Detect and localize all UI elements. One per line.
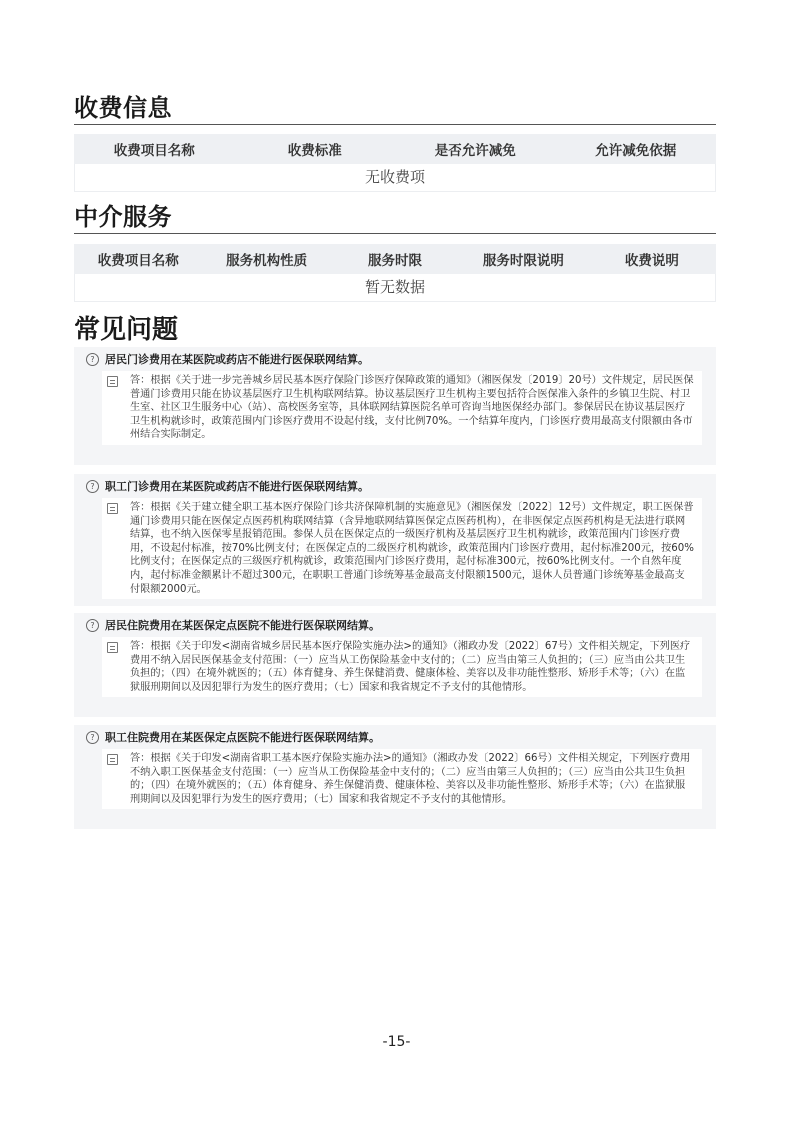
column-header: 收费项目名称 — [113, 143, 195, 159]
answer-icon — [107, 642, 118, 653]
question-icon: ? — [86, 480, 99, 493]
faq-item — [74, 725, 716, 829]
page-number: -15- — [382, 1034, 411, 1050]
faq-item — [74, 347, 716, 465]
faq-answer-text: 答：根据《关于印发<湖南省城乡居民基本医疗保险实施办法>的通知》（湘政办发〔2022〕67号）文件相关规定，下列医疗费用不纳入居民医保基金支付范围：（一）应当从工伤保险基金中支付的；（二）应当由第三人负担的；（三）应当由公共卫生负担的；（四）在境外就医的；（五）体育健身、养生保健消费、健康体检、美容以及非功能性整形、矫形手术等；（六）在监狱服刑期间以及因犯罪行为发生的医疗费用；（七）国家和我省规定不予支付的其他情形。 — [130, 641, 691, 693]
faq-answer — [102, 498, 702, 599]
answer-icon — [107, 503, 118, 514]
question-icon: ? — [86, 353, 99, 366]
faq-question-text: 居民门诊费用在某医院或药店不能进行医保联网结算。 — [105, 353, 369, 366]
agency-table — [74, 244, 716, 302]
faq-item — [74, 613, 716, 717]
column-header: 允许减免依据 — [595, 143, 677, 159]
faq-answer-text: 答：根据《关于进一步完善城乡居民基本医疗保险门诊医疗保障政策的通知》（湘医保发〔2019〕20号）文件规定，居民医保普通门诊费用只能在协议基层医疗卫生机构联网结算。协议基层医疗卫生机构主要包括符合医保准入条件的乡镇卫生院、村卫生室、社区卫生服务中心（站）、高校医务室等，具体联网结算医院名单可咨询当地医保经办部门。参保居民在协议基层医疗卫生机构就诊时，政策范围内门诊医疗费用不设起付线，支付比例70%。一个结算年度内，门诊医疗费用最高支付限额由各市州结合实际制定。 — [130, 375, 694, 441]
faq-answer-text: 答：根据《关于建立健全职工基本医疗保险门诊共济保障机制的实施意见》（湘医保发〔2022〕12号）文件规定，职工医保普通门诊费用只能在医保定点医药机构联网结算（含异地联网结算医保定点医药机构），在非医保定点医药机构是无法进行联网结算，也不纳入医保零星报销范围。参保人员在医保定点的一级医疗机构及基层医疗卫生机构就诊，政策范围内门诊医疗费用，不设起付标准，按70%比例支付；在医保定点的二级医疗机构就诊，政策范围内门诊医疗费用，起付标准200元，按60%比例支付；在医保定点的三级医疗机构就诊，政策范围内门诊医疗费用，起付标准300元，按60%比例支付。一个自然年度内，起付标准金额累计不超过300元，在职职工普通门诊统筹基金最高支付限额1500元，退休人员普通门诊统筹基金最高支付限额2000元。 — [130, 502, 694, 595]
faq-question[interactable] — [74, 474, 716, 498]
faq-question[interactable] — [74, 613, 716, 637]
fees-section-title: 收费信息 — [74, 94, 716, 125]
faq-question[interactable] — [74, 725, 716, 749]
faq-question[interactable] — [74, 347, 716, 371]
faq-item — [74, 474, 716, 606]
agency-section-title: 中介服务 — [74, 203, 716, 234]
agency-table-header — [74, 244, 716, 274]
column-header: 是否允许减免 — [434, 143, 516, 159]
column-header: 收费标准 — [287, 143, 342, 159]
fees-table-header — [74, 134, 716, 164]
column-header: 收费项目名称 — [97, 253, 179, 269]
faq-question-text: 职工住院费用在某医保定点医院不能进行医保联网结算。 — [105, 731, 380, 744]
question-icon: ? — [86, 731, 99, 744]
column-header: 收费说明 — [624, 253, 679, 269]
faq-answer — [102, 749, 702, 809]
column-header: 服务机构性质 — [226, 253, 308, 269]
answer-icon — [107, 376, 118, 387]
column-header: 服务时限说明 — [482, 253, 564, 269]
faq-section-title: 常见问题 — [74, 315, 179, 345]
agency-empty-message: 暂无数据 — [74, 274, 716, 302]
answer-icon — [107, 754, 118, 765]
question-icon: ? — [86, 619, 99, 632]
faq-answer — [102, 637, 702, 697]
faq-answer — [102, 371, 702, 445]
faq-question-text: 居民住院费用在某医保定点医院不能进行医保联网结算。 — [105, 619, 380, 632]
fees-table — [74, 134, 716, 192]
fees-empty-message: 无收费项 — [74, 164, 716, 192]
faq-question-text: 职工门诊费用在某医院或药店不能进行医保联网结算。 — [105, 480, 369, 493]
faq-answer-text: 答：根据《关于印发<湖南省职工基本医疗保险实施办法>的通知》（湘政办发〔2022〕66号）文件相关规定，下列医疗费用不纳入职工医保基金支付范围：（一）应当从工伤保险基金中支付的；（二）应当由第三人负担的；（三）应当由公共卫生负担的；（四）在境外就医的；（五）体育健身、养生保健消费、健康体检、美容以及非功能性整形、矫形手术等；（六）在监狱服刑期间以及因犯罪行为发生的医疗费用；（七）国家和我省规定不予支付的其他情形。 — [130, 753, 691, 805]
column-header: 服务时限 — [368, 253, 423, 269]
